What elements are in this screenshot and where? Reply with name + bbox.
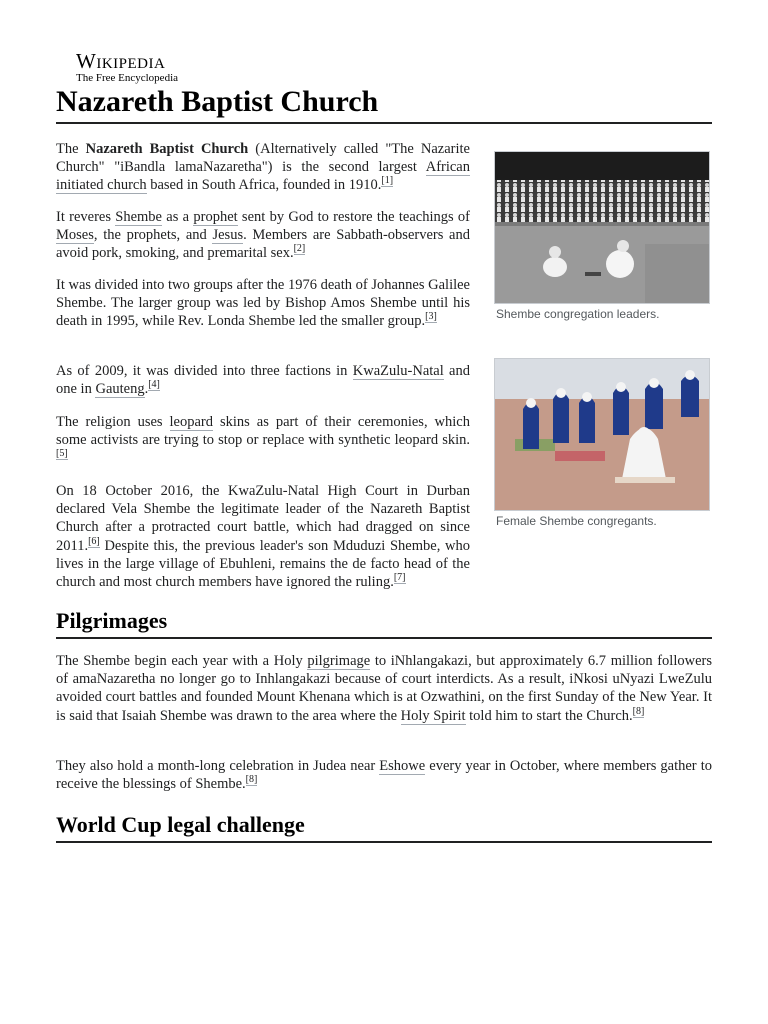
text: On 18 October 2016, the KwaZulu-Natal High Court in Durban declared Vela Shembe the legitimate leader of the Nazareth Baptist Church after a protracted court battle, which had dragged on since 2011. [56,483,470,554]
ref-1[interactable]: [1] [381,175,394,187]
figure-caption: Female Shembe congregants. [496,514,657,528]
paragraph-factions [56,362,470,398]
text: It was divided into two groups after the 1976 death of Johannes Galilee Shembe. The larger group was led by Bishop Amos Shembe until his death in 1995, while Rev. Londa Shembe led the smaller group. [56,277,470,330]
congregation-leaders-image [495,152,709,303]
wikipedia-logo[interactable] [76,49,179,85]
text: every year in October, where members gather to receive the blessings of Shembe. [56,758,712,793]
figure-congregation-leaders [494,151,708,322]
ref-8[interactable]: [8] [632,705,645,717]
bold-title: Nazareth Baptist Church [85,141,249,157]
text: to iNhlangakazi, but approximately 6.7 million followers of amaNazaretha no longer go to Inhlangakazi because of court interdicts. As a result, iNkosi uNyazi LweZulu avoided court battles and founded Mount Khenana which is at Ozwathini, on the first Sunday of the New Year. It is said that Isaiah Shembe was drawn to the area where the [56,653,712,724]
paragraph-court [56,482,470,591]
page-title: Nazareth Baptist Church [56,84,712,124]
link-kwazulu-natal[interactable]: KwaZulu-Natal [352,363,444,379]
link-eshowe[interactable]: Eshowe [379,758,426,774]
text: (Alternatively called "The Nazarite Church" "iBandla lamaNazaretha") is the second largest [56,141,470,176]
text: skins as part of their ceremonies, which some activists are trying to stop or replace with synthetic leopard skin. [56,414,470,449]
link-holy-spirit[interactable]: Holy Spirit [400,707,466,724]
link-gauteng[interactable]: Gauteng [95,381,145,398]
text: Despite this, the previous leader's son Mduduzi Shembe, who lives in the large village of Ebuhleni, remains the de facto head of the church and most church members have ignored the ruling. [56,537,470,591]
link-moses[interactable]: Moses [56,227,94,244]
paragraph-reveres [56,208,470,263]
ref-7[interactable]: [7] [393,572,406,584]
paragraph-leopard [56,413,470,468]
paragraph-pilgrimage [56,652,712,725]
female-congregants-image [495,359,709,510]
paragraph-intro [56,140,470,195]
text: The Shembe begin each year with a Holy [56,653,308,669]
ref-2[interactable]: [2] [293,243,306,255]
text: As of 2009, it was divided into three factions in [56,363,353,379]
ref-6[interactable]: [6] [88,535,100,547]
link-shembe[interactable]: Shembe [115,209,162,225]
text: . [144,381,149,398]
logo-tagline: The Free Encyclopedia [76,72,179,84]
text: sent by God to restore the teachings of [237,209,471,225]
link-jesus[interactable]: Jesus [212,227,244,244]
paragraph-celebration [56,757,712,793]
text: , the prophets, and [93,227,213,244]
text: They also hold a month-long celebration in Judea near [56,758,380,774]
link-prophet[interactable]: prophet [193,209,238,225]
photo-female-congregants[interactable] [494,358,710,511]
text: . Members are Sabbath-observers and avoid pork, smoking, and premarital sex. [56,227,470,262]
logo-wordmark: Wikipedia [76,49,166,73]
link-leopard[interactable]: leopard [169,414,214,430]
section-heading-world-cup: World Cup legal challenge [56,812,712,843]
figure-female-congregants [494,358,708,529]
ref-8[interactable]: [8] [245,774,258,786]
link-african-initiated-church[interactable]: African initiated church [56,159,470,194]
link-pilgrimage[interactable]: pilgrimage [307,653,371,669]
photo-congregation-leaders[interactable] [494,151,710,304]
text: told him to start the Church. [465,707,633,724]
text: It reveres [56,209,116,225]
figure-caption: Shembe congregation leaders. [496,307,660,321]
text: The religion uses [56,414,170,430]
text: based in South Africa, founded in 1910. [146,177,382,194]
paragraph-divided [56,276,470,331]
text: as a [162,209,194,225]
section-heading-pilgrimages: Pilgrimages [56,608,712,639]
ref-4[interactable]: [4] [148,379,160,391]
text: The [56,141,86,157]
text: and one in [56,363,470,398]
ref-3[interactable]: [3] [425,311,437,323]
ref-5[interactable]: [5] [56,448,68,460]
